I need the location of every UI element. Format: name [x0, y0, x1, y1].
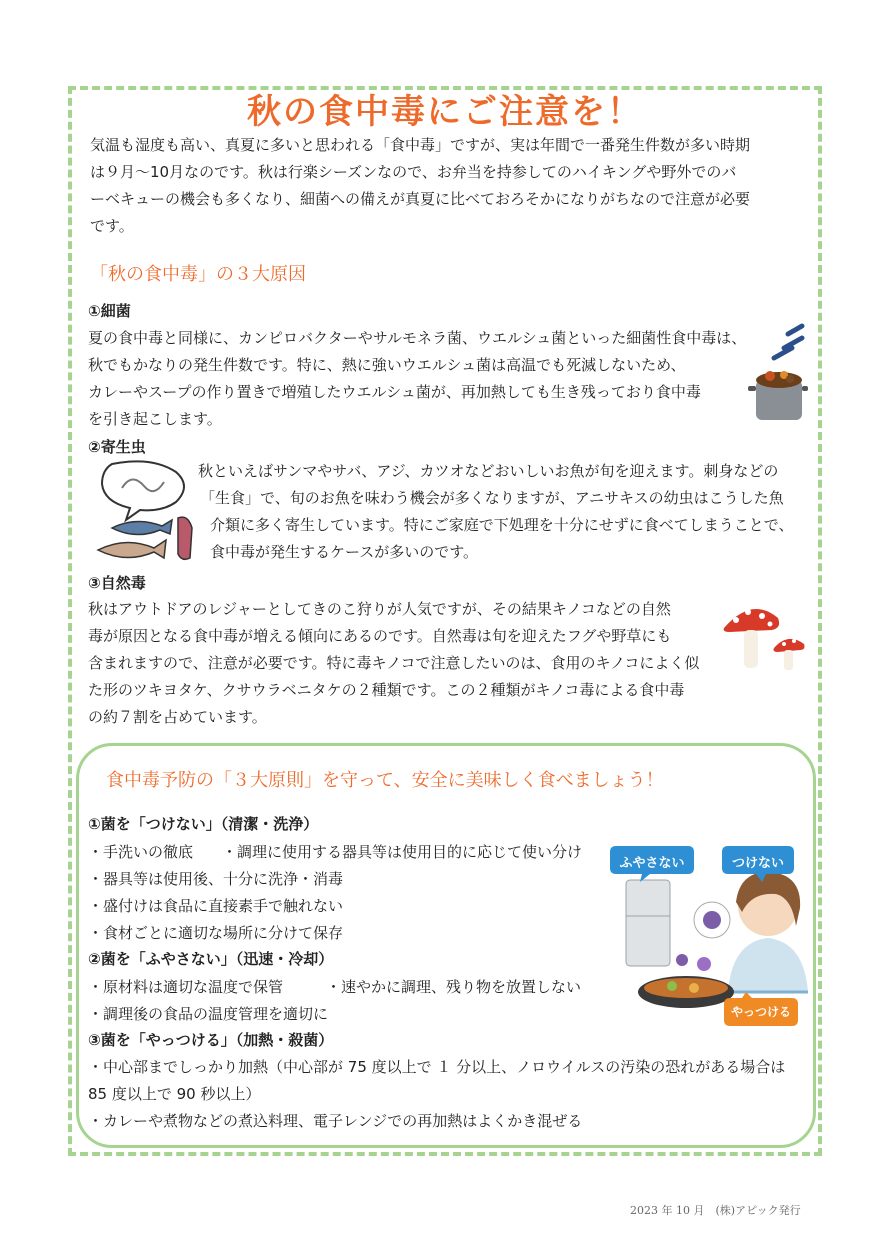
footer-publisher: 2023 年 10 月 (株)アピック発行	[630, 1204, 801, 1217]
intro-line: です。	[90, 217, 134, 235]
poison-mushroom-illustration	[722, 598, 808, 672]
parasite-heading: ②寄生虫	[88, 438, 146, 456]
fuyasanai-bubble: ふやさない	[619, 856, 685, 871]
tsukenai-bubble: つけない	[731, 856, 784, 871]
natural-toxin-line: 毒が原因となる食中毒が増える傾向にあるのです。自然毒は旬を迎えたフグや野草にも	[88, 627, 672, 645]
parasite-line: 食中毒が発生するケースが多いのです。	[210, 543, 479, 561]
yattsukeru-bubble: やっつける	[730, 1005, 791, 1019]
parasite-line: 「生食」で、旬のお魚を味わう機会が多くなりますが、アニサキスの幼虫はこうした魚	[200, 489, 784, 507]
rule1-item: ・盛付けは食品に直接素手で触れない	[88, 897, 344, 915]
rule2-item: ・調理後の食品の温度管理を適切に	[88, 1005, 329, 1023]
rule1-item: ・食材ごとに適切な場所に分けて保存	[88, 924, 344, 942]
natural-toxin-line: た形のツキヨタケ、クサウラベニタケの２種類です。この２種類がキノコ毒による食中毒	[88, 681, 685, 699]
rule1-item: ・調理に使用する器具等は使用目的に応じて使い分け	[222, 843, 583, 861]
natural-toxin-heading: ③自然毒	[88, 574, 146, 592]
intro-line: ーベキューの機会も多くなり、細菌への備えが真夏に比べておろそかになりがちなので注意が必要	[90, 190, 751, 208]
prevention-title: 食中毒予防の「３大原則」を守って、安全に美味しく食べましょう！	[106, 770, 664, 791]
natural-toxin-paragraph	[88, 596, 699, 731]
intro-line: は９月～10月なのです。秋は行楽シーズンなので、お弁当を持参してのハイキングや野外でのバ	[90, 163, 737, 181]
rule3-item: ・中心部までしっかり加熱（中心部が 75 度以上で １ 分以上、ノロウイルスの汚染の恐れがある場合は	[88, 1058, 786, 1076]
natural-toxin-line: 秋はアウトドアのレジャーとしてきのこ狩りが人気ですが、その結果キノコなどの自然	[88, 600, 671, 618]
rule1-item: ・手洗いの徹底	[88, 843, 194, 861]
rule2-item: ・原材料は適切な温度で保管	[88, 978, 284, 996]
bacteria-line: 夏の食中毒と同様に、カンピロバクターやサルモネラ菌、ウエルシュ菌といった細菌性食中毒は、	[88, 329, 747, 347]
bacteria-line: を引き起こします。	[88, 410, 222, 428]
bacteria-paragraph	[88, 325, 746, 433]
fish-parasite-illustration	[92, 458, 200, 568]
natural-toxin-line: の約７割を占めています。	[88, 708, 267, 726]
causes-heading: 「秋の食中毒」の３大原因	[90, 264, 306, 285]
rule3-item: 85 度以上で 90 秒以上）	[88, 1085, 261, 1103]
intro-paragraph	[90, 132, 750, 240]
rule2-item: ・速やかに調理、残り物を放置しない	[326, 978, 582, 996]
bacteria-heading: ①細菌	[88, 302, 131, 320]
bacteria-line: 秋でもかなりの発生件数です。特に、熱に強いウエルシュ菌は高温でも死滅しないため、	[88, 356, 686, 374]
intro-line: 気温も湿度も高い、真夏に多いと思われる「食中毒」ですが、実は年間で一番発生件数が多い時期	[90, 136, 751, 154]
curry-pot-illustration	[748, 320, 808, 430]
page-title: 秋の食中毒にご注意を！	[247, 92, 643, 132]
rule1-item: ・器具等は使用後、十分に洗浄・消毒	[88, 870, 344, 888]
parasite-paragraph	[198, 458, 794, 566]
rule3-item: ・カレーや煮物などの煮込料理、電子レンジでの再加熱はよくかき混ぜる	[88, 1112, 583, 1130]
parasite-line: 介類に多く寄生しています。特にご家庭で下処理を十分にせずに食べてしまうことで、	[210, 516, 794, 534]
natural-toxin-line: 含まれますので、注意が必要です。特に毒キノコで注意したいのは、食用のキノコによく似	[88, 654, 700, 672]
rule1-heading: ①菌を「つけない」（清潔・洗浄）	[88, 815, 319, 833]
rule2-heading: ②菌を「ふやさない」（迅速・冷却）	[88, 950, 334, 968]
parasite-line: 秋といえばサンマやサバ、アジ、カツオなどおいしいお魚が旬を迎えます。刺身などの	[198, 462, 779, 480]
bacteria-line: カレーやスープの作り置きで増殖したウエルシュ菌が、再加熱しても生き残っており食中毒	[88, 383, 701, 401]
rule3-heading: ③菌を「やっつける」（加熱・殺菌）	[88, 1031, 334, 1049]
